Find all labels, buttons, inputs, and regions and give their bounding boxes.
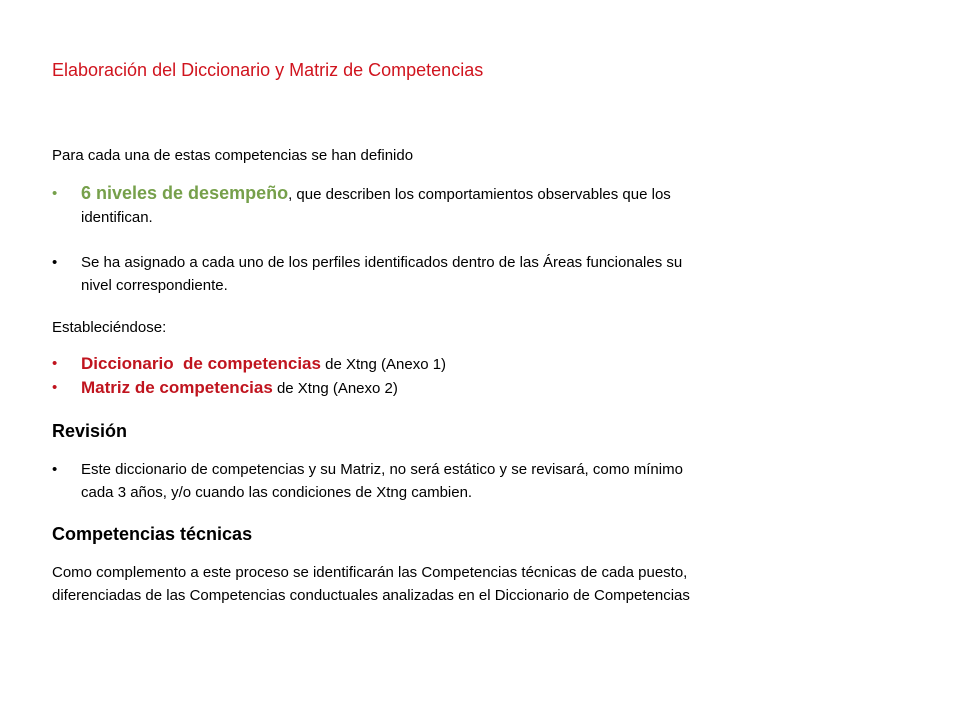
closing-text-line2: diferenciadas de las Competencias conductuales analizadas en el Diccionario de Competencias (52, 587, 690, 604)
closing-text-line1: Como complemento a este proceso se identificarán las Competencias técnicas de cada puesto, (52, 564, 688, 581)
matrix-highlight: Matriz de competencias (81, 378, 273, 397)
slide-title: Elaboración del Diccionario y Matriz de Competencias (52, 60, 484, 80)
levels-text-line1: , que describen los comportamientos observables que los (288, 186, 671, 203)
bullet-revision (52, 458, 912, 504)
matrix-text: de Xtng (Anexo 2) (272, 380, 398, 397)
levels-text-line2: identifican. (81, 209, 153, 226)
revision-heading: Revisión (52, 421, 128, 441)
bullet-marker: • (52, 185, 58, 202)
slide-body (52, 144, 912, 607)
dictionary-text: de Xtng (Anexo 1) (320, 356, 447, 373)
levels-highlight: 6 niveles de desempeño (81, 183, 289, 203)
bullet-matrix (52, 376, 912, 400)
revision-text-line1: Este diccionario de competencias y su Matriz, no será estático y se revisará, como mínimo (81, 461, 683, 478)
profiles-text-line1: Se ha asignado a cada uno de los perfiles identificados dentro de las Áreas funcionales su (81, 254, 683, 271)
profiles-text-line2: nivel correspondiente. (81, 277, 228, 294)
dictionary-highlight: Diccionario de competencias (81, 354, 321, 373)
bullet-marker: • (52, 379, 58, 396)
bullet-profiles (52, 251, 912, 297)
bullet-marker: • (52, 461, 58, 478)
bullet-dictionary (52, 352, 912, 376)
intro-text: Para cada una de estas competencias se han definido (52, 147, 414, 164)
bullet-marker: • (52, 254, 58, 271)
technical-heading: Competencias técnicas (52, 524, 253, 544)
bullet-levels (52, 182, 912, 229)
bullet-marker: • (52, 355, 58, 372)
revision-text-line2: cada 3 años, y/o cuando las condiciones de Xtng cambien. (81, 484, 473, 501)
establishing-text: Estableciéndose: (52, 319, 167, 336)
